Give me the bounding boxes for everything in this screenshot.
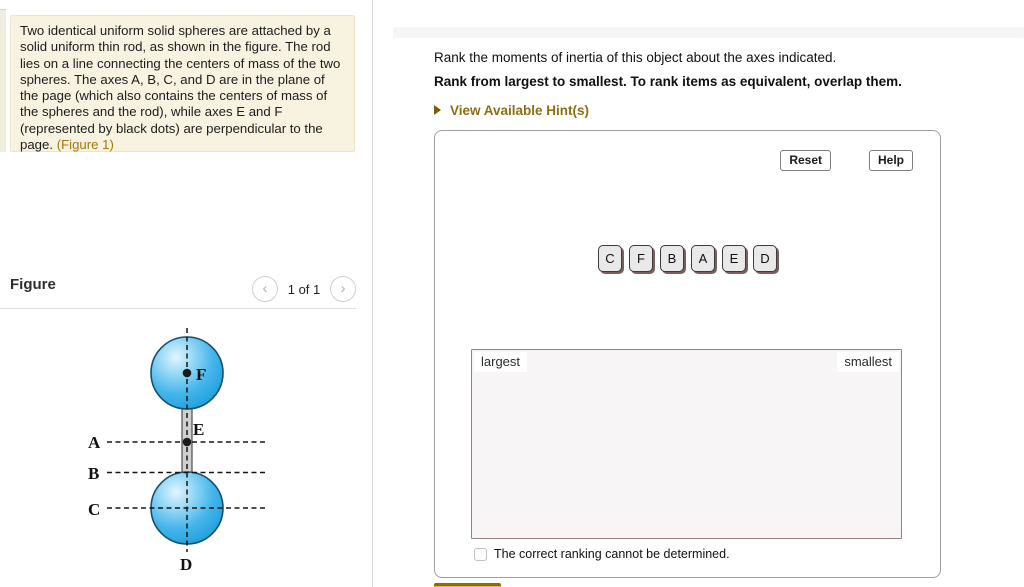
figure-prev-button[interactable]	[252, 276, 278, 302]
chevron-left-icon: ‹	[262, 280, 268, 297]
axis-a-label: A	[88, 433, 101, 452]
figure-next-button[interactable]	[330, 276, 356, 302]
cannot-determine-label: The correct ranking cannot be determined.	[494, 547, 730, 561]
rank-items-tray	[435, 245, 940, 272]
submit-button-partial[interactable]	[434, 583, 501, 587]
problem-statement	[10, 15, 355, 152]
axis-e-label: E	[193, 420, 205, 439]
hint-arrow-icon	[434, 105, 441, 115]
rank-item-d[interactable]: D	[753, 245, 777, 272]
rank-item-c[interactable]: C	[598, 245, 622, 272]
rank-item-f[interactable]: F	[629, 245, 653, 272]
smallest-label: smallest	[837, 352, 899, 372]
rank-item-e[interactable]: E	[722, 245, 746, 272]
ranking-instruction-text: Rank from largest to smallest. To rank items as equivalent, overlap them.	[434, 74, 902, 89]
view-hints-label: View Available Hint(s)	[450, 103, 590, 118]
ranking-widget-panel	[434, 130, 941, 578]
axis-f-label: F	[196, 365, 207, 384]
section-divider-band	[393, 27, 1024, 38]
figure-divider	[0, 308, 356, 309]
cannot-determine-checkbox[interactable]	[474, 548, 487, 561]
axis-c-label: C	[88, 500, 101, 519]
cannot-determine-row	[474, 547, 730, 561]
figure-link[interactable]: (Figure 1)	[56, 137, 114, 153]
spheres-rod-figure	[80, 323, 300, 587]
axis-f-dot	[183, 369, 192, 378]
axis-e-dot	[183, 438, 192, 447]
rank-item-a[interactable]: A	[691, 245, 715, 272]
left-edge-strip	[0, 9, 6, 152]
instruction-text: Rank the moments of inertia of this object about the axes indicated.	[434, 50, 837, 65]
axis-d-label: D	[180, 555, 193, 574]
problem-text: Two identical uniform solid spheres are attached by a solid uniform thin rod, as shown in the figure. The rod lies on a line connecting the centers of mass of the two spheres. The axes A, B, C, and D are in the plane of the page (which also contains the centers of mass of the spheres and the rod), while axes E and F (represented by black dots) are perpendicular to the page.	[20, 23, 341, 153]
column-divider	[372, 0, 373, 587]
rank-item-b[interactable]: B	[660, 245, 684, 272]
view-hints-link[interactable]	[434, 103, 589, 118]
help-button[interactable]: Help	[869, 150, 913, 171]
axis-b-label: B	[88, 464, 100, 483]
reset-button[interactable]: Reset	[780, 150, 831, 171]
largest-label: largest	[474, 352, 527, 372]
ranking-dropzone[interactable]	[471, 349, 902, 539]
figure-section-title: Figure	[10, 276, 56, 293]
figure-pagination: 1 of 1	[287, 282, 321, 297]
chevron-right-icon: ›	[340, 280, 346, 297]
